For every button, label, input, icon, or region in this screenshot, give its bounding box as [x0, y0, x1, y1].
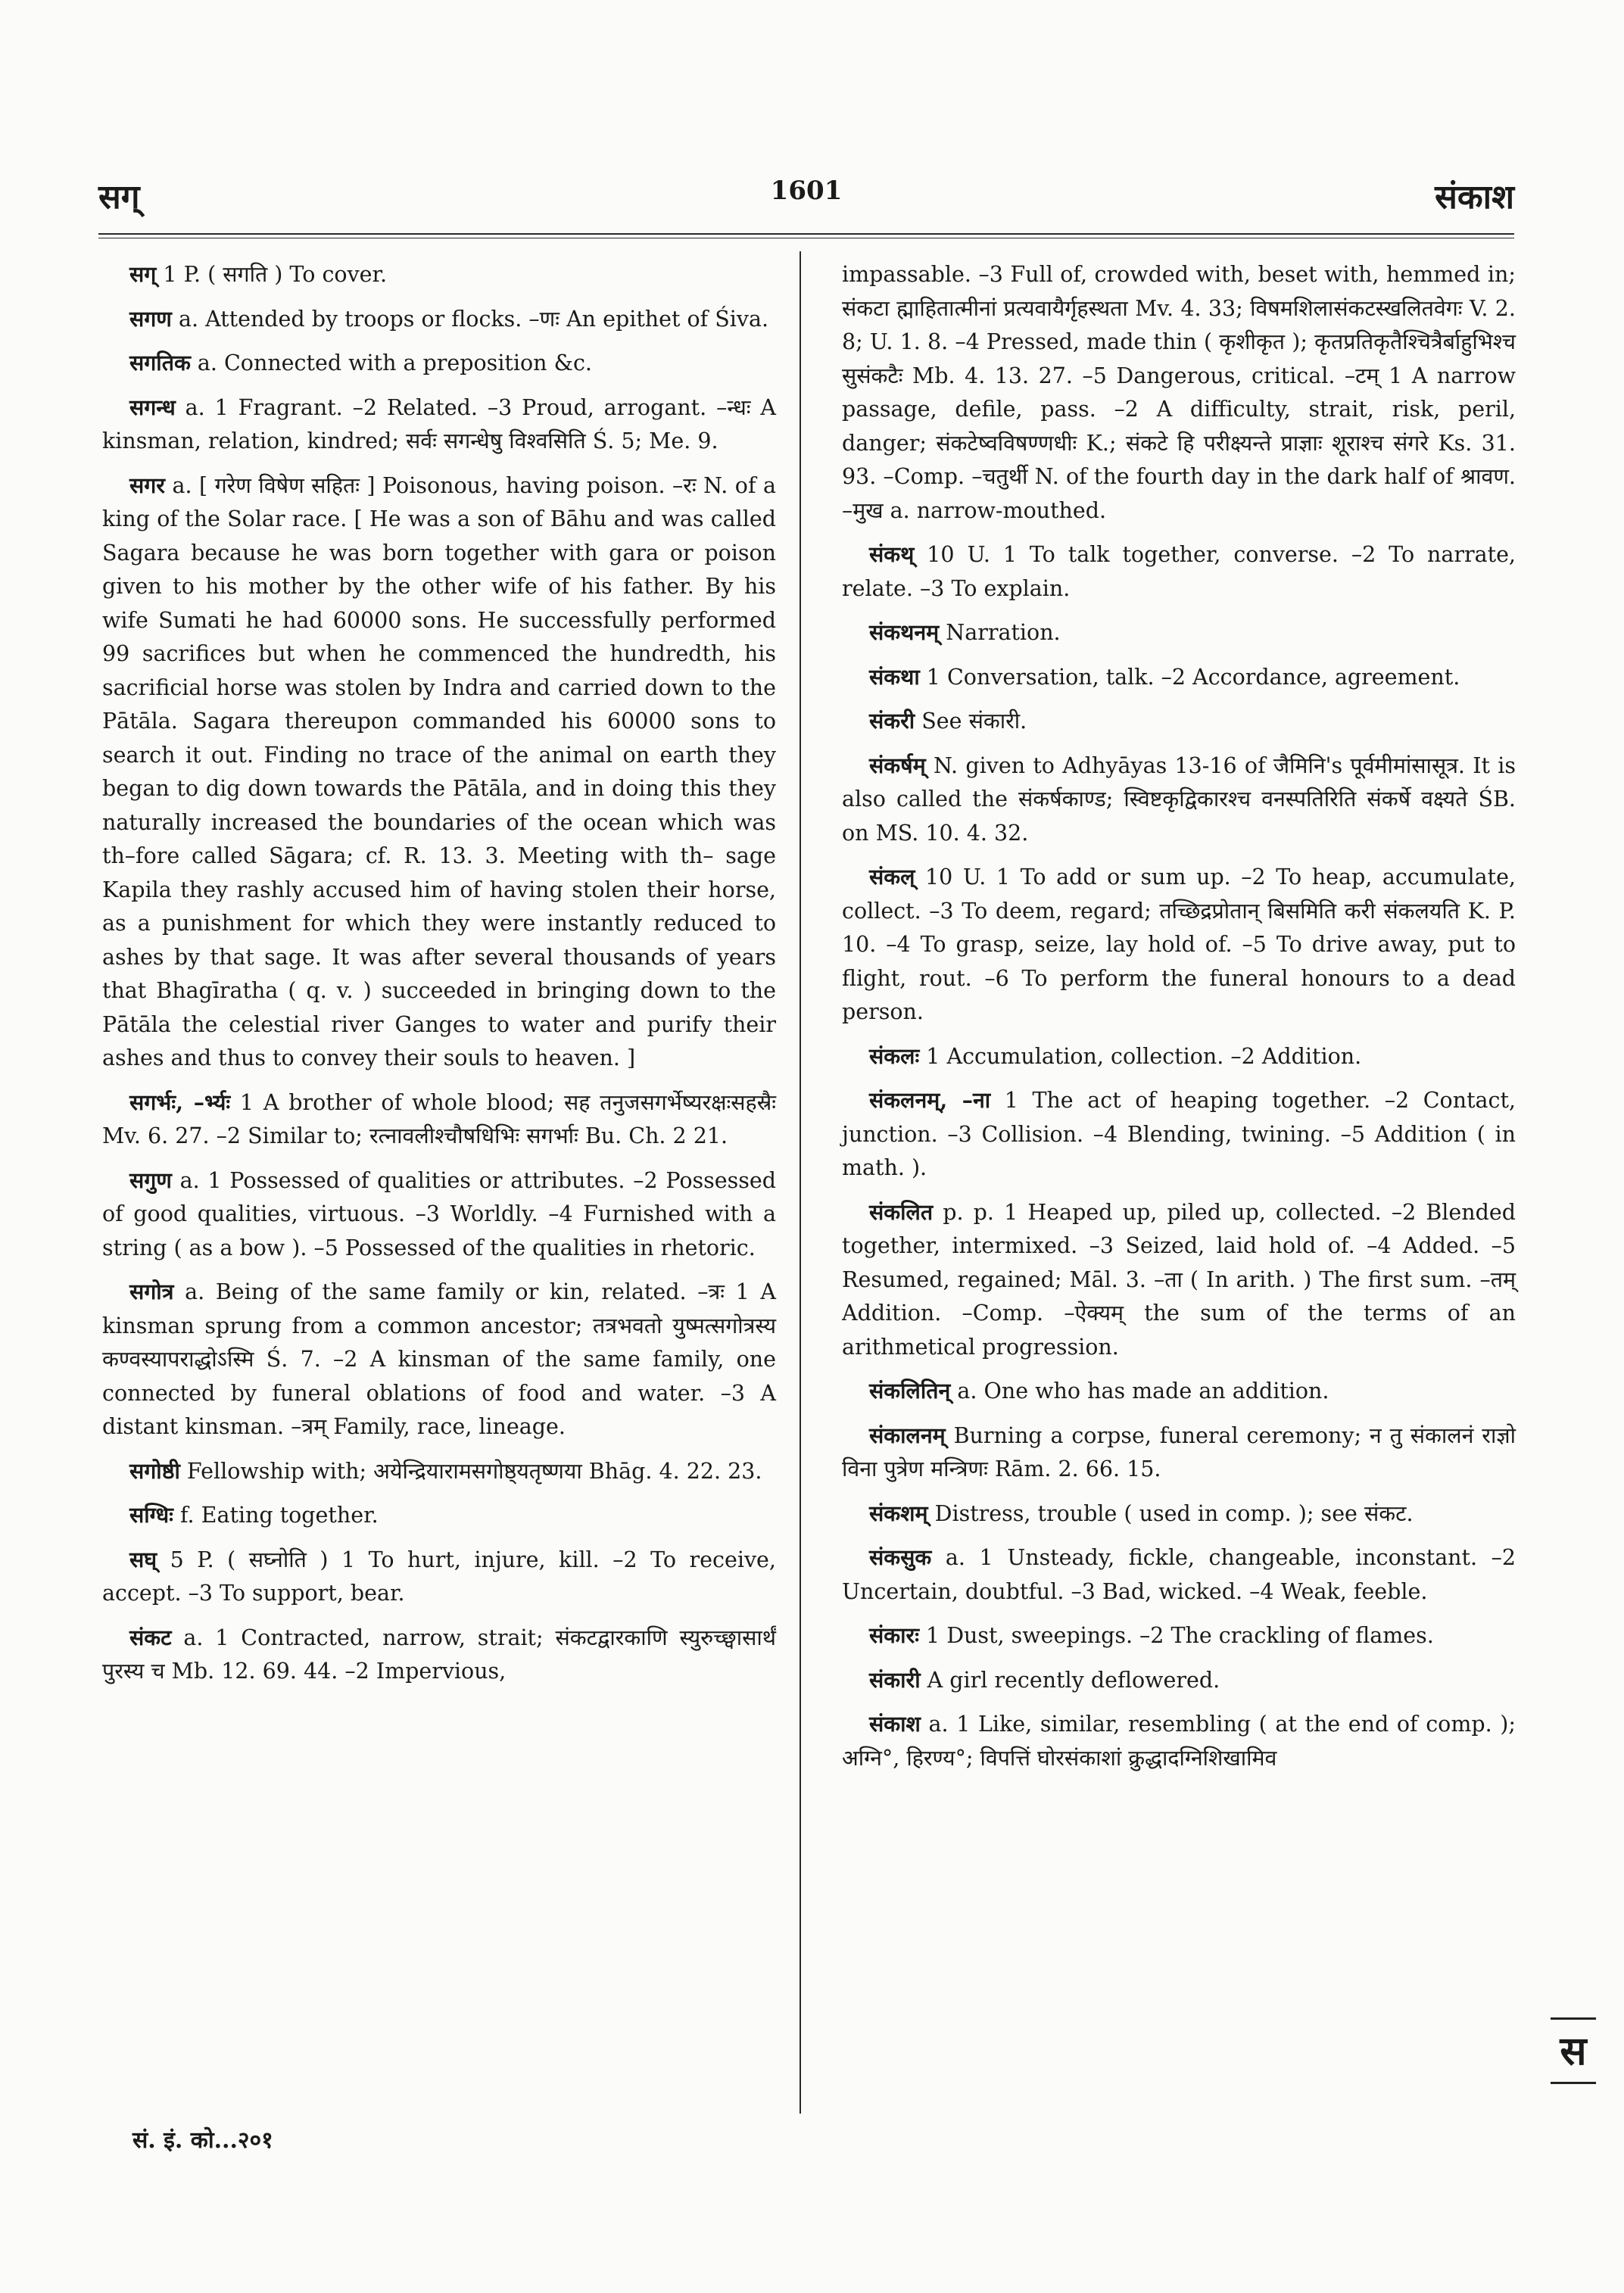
entry-headword: सगुण: [129, 1167, 172, 1193]
entry-headword: संकरी: [869, 708, 915, 734]
dictionary-entry: [842, 1541, 1516, 1609]
entry-text: a. Being of the same family or kin, related. –त्रः 1 A kinsman sprung from a common ancestor; तत्रभवतो युष्मत्सगोत्रस्य कण्वस्यापराद्धोऽस्मि Ś. 7. –2 A kinsman of the same family, one connected by funeral oblations of food and water. –3 A distant kinsman. –त्रम् Family, race, lineage.: [102, 1279, 776, 1439]
entry-text: Fellowship with; अयेन्द्रियारामसगोष्ठ्यतृष्णया Bhāg. 4. 22. 23.: [179, 1458, 762, 1484]
entry-headword: संकट: [129, 1624, 172, 1650]
entry-text: a. Connected with a preposition &c.: [190, 350, 592, 375]
dictionary-entry: [842, 1083, 1516, 1185]
dictionary-entry: [102, 1086, 776, 1154]
entry-headword: संकालनम्: [869, 1422, 946, 1448]
entry-headword: संकथा: [869, 663, 920, 690]
dictionary-entry: [102, 1621, 776, 1689]
entry-text: a. 1 Fragrant. –2 Related. –3 Proud, arrogant. –न्धः A kinsman, relation, kindred; सर्वः सगन्धेषु विश्वसिति Ś. 5; Me. 9.: [102, 394, 776, 453]
dictionary-entry: [102, 1164, 776, 1266]
entry-headword: सग्धिः: [129, 1502, 173, 1528]
dictionary-entry: [102, 469, 776, 1076]
column-divider: [800, 251, 801, 2114]
dictionary-entry: [842, 1618, 1516, 1653]
dictionary-entry: [842, 1497, 1516, 1531]
dictionary-entry: [102, 302, 776, 337]
left-column: [102, 257, 776, 1699]
dictionary-entry: [102, 1275, 776, 1444]
entry-headword: सगोष्ठी: [129, 1457, 180, 1484]
dictionary-entry: [842, 1374, 1516, 1409]
entry-headword: संकल्: [869, 864, 915, 889]
entry-text: Burning a corpse, funeral ceremony; न तु संकालनं राज्ञो विना पुत्रेण मन्त्रिणः Rām. 2. 66. 15.: [842, 1422, 1516, 1481]
dictionary-entry: [842, 1663, 1516, 1698]
entry-headword: संकलः: [869, 1042, 920, 1069]
dictionary-entry: [102, 1498, 776, 1533]
entry-text: a. One who has made an addition.: [950, 1379, 1329, 1404]
entry-text: N. given to Adhyāyas 13-16 of जैमिनि's पूर्वमीमांसासूत्र. It is also called the संकर्षकाण्ड; स्विष्टकृद्विकारश्च वनस्पतिरिति संकर्षे वक्ष्यते ŚB. on MS. 10. 4. 32.: [842, 752, 1516, 846]
entry-text: a. 1 Like, similar, resembling ( at the end of comp. ); अग्नि°, हिरण्य°; विपत्तिं घोरसंकाशां क्रुद्धादग्निशिखामिव: [842, 1712, 1516, 1771]
dictionary-entry: [102, 391, 776, 459]
printer-signature: सं. इं. को...२०१: [132, 2127, 273, 2154]
entry-text: 1 A brother of whole blood; सह तनुजसगर्भेष्यरक्षःसहस्रैः Mv. 6. 27. –2 Similar to; रत्नावलीश्चौषधिभिः सगर्भाः Bu. Ch. 2 21.: [102, 1089, 776, 1148]
page-header: [98, 173, 1514, 218]
entry-headword: संकथ्: [869, 541, 915, 567]
dictionary-entry: [842, 1419, 1516, 1487]
entry-headword: सगर: [129, 472, 165, 498]
entry-headword: सग्: [129, 261, 157, 287]
dictionary-entry: [842, 1195, 1516, 1365]
dictionary-entry: [842, 615, 1516, 650]
entry-headword: सगण: [129, 305, 172, 332]
page-number: 1601: [770, 176, 843, 206]
dictionary-entry: [842, 537, 1516, 606]
left-guide-word: सग्: [98, 178, 140, 217]
entry-headword: संकलितिन्: [869, 1378, 951, 1404]
entry-headword: संकाश: [869, 1711, 921, 1737]
entry-headword: संकलित: [869, 1198, 934, 1225]
entry-headword: संकारः: [869, 1622, 919, 1648]
entry-text: 1 Dust, sweepings. –2 The crackling of flames.: [918, 1623, 1434, 1648]
header-rule: [98, 233, 1514, 235]
dictionary-entry: [842, 1707, 1516, 1775]
entry-text: 1 P. ( सगति ) To cover.: [156, 262, 388, 287]
dictionary-entry: [842, 660, 1516, 695]
entry-headword: सगतिक: [129, 350, 191, 375]
dictionary-entry: [102, 346, 776, 381]
right-guide-word: संकाश: [1435, 178, 1514, 217]
thumb-index-tab: स: [1551, 2017, 1596, 2084]
entry-text: a. 1 Possessed of qualities or attributes. –2 Possessed of good qualities, virtuous. –3 Worldly. –4 Furnished with a string ( as a bow ). –5 Possessed of the qualities in rhetoric.: [102, 1167, 776, 1260]
entry-headword: सगोत्र: [129, 1279, 174, 1304]
dictionary-entry: [102, 1454, 776, 1489]
entry-headword: संकर्षम्: [869, 752, 926, 778]
entry-text: 1 Accumulation, collection. –2 Addition.: [919, 1043, 1362, 1069]
entry-text: 1 The act of heaping together. –2 Contact, junction. –3 Collision. –4 Blending, twining. –5 Addition ( in math. ).: [842, 1088, 1516, 1180]
entry-headword: संकलनम्, –ना: [869, 1087, 991, 1113]
entry-text: 10 U. 1 To talk together, converse. –2 To narrate, relate. –3 To explain.: [842, 542, 1516, 601]
dictionary-entry: [842, 704, 1516, 739]
dictionary-entry: [102, 257, 776, 292]
entry-headword: सगन्ध: [129, 394, 176, 420]
entry-text: 1 Conversation, talk. –2 Accordance, agreement.: [919, 664, 1460, 690]
entry-text: 5 P. ( सघ्नोति ) 1 To hurt, injure, kill. –2 To receive, accept. –3 To support, bear.: [102, 1547, 776, 1606]
entry-headword: सगर्भः, –र्भ्यः: [129, 1089, 231, 1115]
entry-text: See संकारी.: [915, 709, 1027, 734]
entry-text: p. p. 1 Heaped up, piled up, collected. –2 Blended together, intermixed. –3 Seized, laid hold of. –4 Added. –5 Resumed, regained; Māl. 3. –ता ( In arith. ) The first sum. –तम् Addition. –Comp. –ऐक्यम् the sum of the terms of an arithmetical progression.: [842, 1199, 1516, 1360]
entry-headword: संकथनम्: [869, 619, 940, 645]
dictionary-entry-continued: [842, 257, 1516, 528]
entry-headword: संकशम्: [869, 1500, 928, 1526]
entry-text: a. [ गरेण विषेण सहितः ] Poisonous, having poison. –रः N. of a king of the Solar race. [ He was a son of Bāhu and was called Sagara because he was born together with gara or poison given to his mother by the other wife of his father. By his wife Sumati he had 60000 sons. He successfully performed 99 sacrifices but when he commenced the hundredth, his sacrificial horse was stolen by Indra and carried down to the Pātāla. Sagara thereupon commanded his 60000 sons to search it out. Finding no trace of the animal on earth they began to dig down towards the Pātāla, and in doing this they naturally increased the boundaries of the ocean which was th–fore called Sāgara; cf. R. 13. 3. Meeting with th– sage Kapila they rashly accused him of having stolen their horse, as a punishment for which they were instantly reduced to ashes by that sage. It was after several thousands of years that Bhagīratha ( q. v. ) succeeded in bringing down to the Pātāla the celestial river Ganges to water and purify their ashes and thus to convey their souls to heaven. ]: [102, 472, 776, 1070]
entry-text: a. 1 Unsteady, fickle, changeable, inconstant. –2 Uncertain, doubtful. –3 Bad, wicked. –4 Weak, feeble.: [842, 1545, 1516, 1604]
dictionary-entry: [102, 1543, 776, 1611]
right-column: [842, 257, 1516, 1785]
entry-headword: संकारी: [869, 1666, 921, 1693]
entry-text: f. Eating together.: [173, 1503, 379, 1528]
entry-text: A girl recently deflowered.: [920, 1667, 1220, 1693]
dictionary-entry: [842, 1039, 1516, 1074]
entry-headword: संकसुक: [869, 1544, 932, 1570]
dictionary-entry: [842, 749, 1516, 851]
entry-text: Distress, trouble ( used in comp. ); see संकट.: [927, 1500, 1414, 1526]
entry-text: a. 1 Contracted, narrow, strait; संकटद्वारकाणि स्युरुच्छ्वासार्थं पुरस्य च Mb. 12. 69. 44. –2 Impervious,: [102, 1625, 776, 1684]
entry-text: Narration.: [939, 620, 1061, 645]
entry-text: 10 U. 1 To add or sum up. –2 To heap, accumulate, collect. –3 To deem, regard; तच्छिद्रप्रोतान् बिसमिति करी संकलयति K. P. 10. –4 To grasp, seize, lay hold of. –5 To drive away, put to flight, rout. –6 To perform the funeral honours to a dead person.: [842, 865, 1516, 1024]
entry-text: a. Attended by troops or flocks. –णः An epithet of Śiva.: [171, 306, 769, 332]
entry-headword: सघ्: [129, 1546, 157, 1572]
dictionary-entry: [842, 860, 1516, 1030]
entry-text: impassable. –3 Full of, crowded with, beset with, hemmed in; संकटा ह्माहितात्मीनां प्रत्यवायैर्गृहस्थता Mv. 4. 33; विषमशिलासंकटस्खलितवेगः V. 2. 8; U. 1. 8. –4 Pressed, made thin ( कृशीकृत ); कृतप्रतिकृतैश्चित्रैर्बाहुभिश्च सुसंकटैः Mb. 4. 13. 27. –5 Dangerous, critical. –टम् 1 A narrow passage, defile, pass. –2 A difficulty, strait, risk, peril, danger; संकटेष्वविषण्णधीः K.; संकटे हि परीक्ष्यन्ते प्राज्ञाः शूराश्च संगरे Ks. 31. 93. –Comp. –चतुर्थी N. of the fourth day in the dark half of श्रावण. –मुख a. narrow-mouthed.: [842, 262, 1516, 523]
